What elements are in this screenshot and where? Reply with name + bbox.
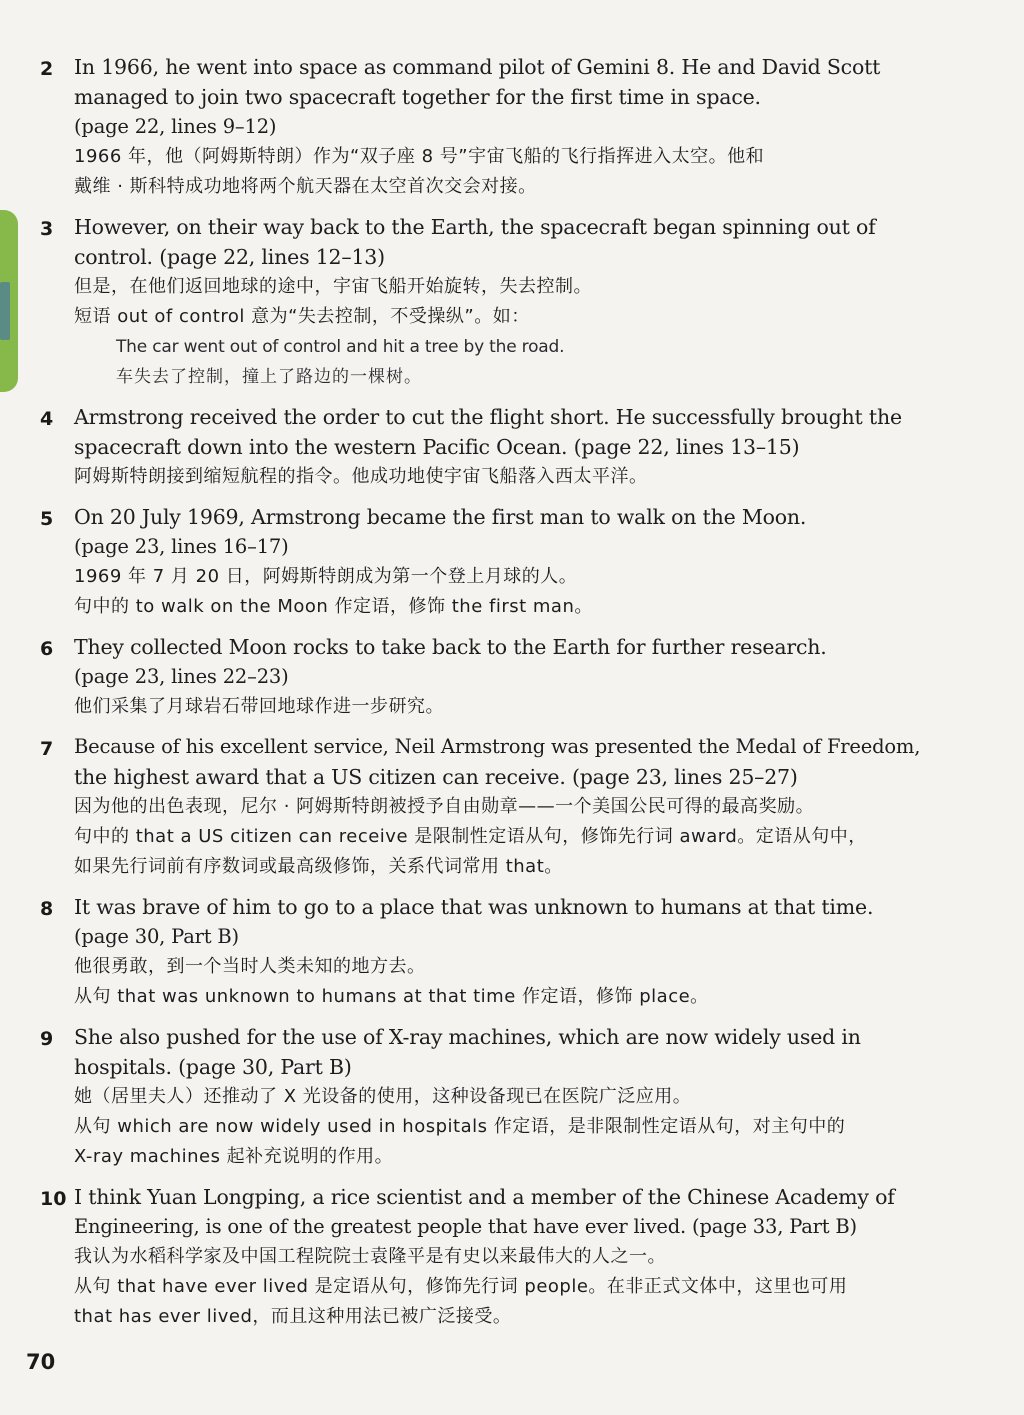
note-number: 10 bbox=[40, 1188, 67, 1210]
note-entry-8 bbox=[40, 892, 1012, 1012]
explanation-line: X-ray machines 起补充说明的作用。 bbox=[74, 1146, 394, 1167]
translation-line: 我认为水稻科学家及中国工程院院士袁隆平是有史以来最伟大的人之一。 bbox=[74, 1246, 666, 1267]
translation-line: 她（居里夫人）还推动了 X 光设备的使用，这种设备现已在医院广泛应用。 bbox=[74, 1086, 692, 1107]
explanation-line: that has ever lived，而且这种用法已被广泛接受。 bbox=[74, 1306, 512, 1327]
note-entry-5 bbox=[40, 502, 1012, 622]
sentence-line: spacecraft down into the western Pacific Ocean. (page 22, lines 13–15) bbox=[74, 435, 800, 459]
translation-line: 因为他的出色表现，尼尔 · 阿姆斯特朗被授予自由勋章——一个美国公民可得的最高奖励。 bbox=[74, 796, 815, 817]
section-side-tab-label bbox=[0, 282, 10, 340]
explanation-line: 短语 out of control 意为“失去控制，不受操纵”。如： bbox=[74, 306, 530, 327]
translation-line: 1966 年，他（阿姆斯特朗）作为“双子座 8 号”宇宙飞船的飞行指挥进入太空。他和 bbox=[74, 146, 765, 167]
translation-line: 他很勇敢，到一个当时人类未知的地方去。 bbox=[74, 956, 426, 977]
translation-line: 他们采集了月球岩石带回地球作进一步研究。 bbox=[74, 696, 444, 717]
sentence-line: the highest award that a US citizen can receive. (page 23, lines 25–27) bbox=[74, 765, 798, 789]
sentence-line: However, on their way back to the Earth, the spacecraft began spinning out of bbox=[74, 215, 876, 239]
sentence-line: control. (page 22, lines 12–13) bbox=[74, 245, 385, 269]
sentence-line: Because of his excellent service, Neil Armstrong was presented the Medal of Freedom, bbox=[74, 735, 921, 758]
note-number: 4 bbox=[40, 408, 54, 430]
explanation-line: 如果先行词前有序数词或最高级修饰，关系代词常用 that。 bbox=[74, 856, 563, 877]
note-entry-6 bbox=[40, 632, 1012, 722]
explanation-line: 从句 which are now widely used in hospitals 作定语，是非限制性定语从句，对主句中的 bbox=[74, 1116, 846, 1137]
page-reference: (page 22, lines 9–12) bbox=[74, 115, 277, 138]
sentence-line: On 20 July 1969, Armstrong became the first man to walk on the Moon. bbox=[74, 505, 807, 529]
sentence-line: In 1966, he went into space as command pilot of Gemini 8. He and David Scott bbox=[74, 55, 881, 79]
sentence-line: hospitals. (page 30, Part B) bbox=[74, 1055, 352, 1079]
note-entry-2 bbox=[40, 52, 1012, 202]
sentence-line: I think Yuan Longping, a rice scientist and a member of the Chinese Academy of bbox=[74, 1185, 895, 1209]
explanation-line: 从句 that was unknown to humans at that time 作定语，修饰 place。 bbox=[74, 986, 709, 1007]
translation-line: 但是，在他们返回地球的途中，宇宙飞船开始旋转，失去控制。 bbox=[74, 276, 592, 297]
note-entry-4 bbox=[40, 402, 1012, 492]
translation-line: 1969 年 7 月 20 日，阿姆斯特朗成为第一个登上月球的人。 bbox=[74, 566, 578, 587]
note-entry-3 bbox=[40, 212, 1012, 392]
note-number: 6 bbox=[40, 638, 54, 660]
note-entry-7 bbox=[40, 732, 1012, 882]
note-number: 9 bbox=[40, 1028, 54, 1050]
example-sentence: The car went out of control and hit a tree by the road. bbox=[116, 337, 565, 357]
page-reference: (page 23, lines 16–17) bbox=[74, 535, 289, 558]
notes-list bbox=[40, 52, 1012, 1342]
explanation-line: 句中的 to walk on the Moon 作定语，修饰 the first man。 bbox=[74, 596, 593, 617]
example-translation: 车失去了控制，撞上了路边的一棵树。 bbox=[116, 367, 422, 387]
translation-line: 戴维 · 斯科特成功地将两个航天器在太空首次交会对接。 bbox=[74, 176, 537, 197]
explanation-line: 句中的 that a US citizen can receive 是限制性定语从句，修饰先行词 award。定语从句中， bbox=[74, 826, 867, 847]
page-reference: (page 23, lines 22–23) bbox=[74, 665, 289, 688]
translation-line: 阿姆斯特朗接到缩短航程的指令。他成功地使宇宙飞船落入西太平洋。 bbox=[74, 466, 648, 487]
page-number: 70 bbox=[26, 1350, 56, 1374]
explanation-line: 从句 that have ever lived 是定语从句，修饰先行词 people。在非正式文体中，这里也可用 bbox=[74, 1276, 848, 1297]
page-reference: (page 30, Part B) bbox=[74, 925, 239, 948]
sentence-line: She also pushed for the use of X-ray machines, which are now widely used in bbox=[74, 1025, 861, 1049]
note-number: 7 bbox=[40, 738, 54, 760]
note-entry-9 bbox=[40, 1022, 1012, 1172]
sentence-line: managed to join two spacecraft together for the first time in space. bbox=[74, 85, 761, 109]
note-number: 2 bbox=[40, 58, 54, 80]
sentence-line: They collected Moon rocks to take back to the Earth for further research. bbox=[74, 635, 827, 659]
note-number: 3 bbox=[40, 218, 54, 240]
note-number: 5 bbox=[40, 508, 54, 530]
note-number: 8 bbox=[40, 898, 54, 920]
note-entry-10 bbox=[40, 1182, 1012, 1332]
sentence-line: Engineering, is one of the greatest people that have ever lived. (page 33, Part B) bbox=[74, 1215, 857, 1238]
sentence-line: Armstrong received the order to cut the flight short. He successfully brought the bbox=[74, 405, 902, 429]
sentence-line: It was brave of him to go to a place that was unknown to humans at that time. bbox=[74, 895, 874, 919]
